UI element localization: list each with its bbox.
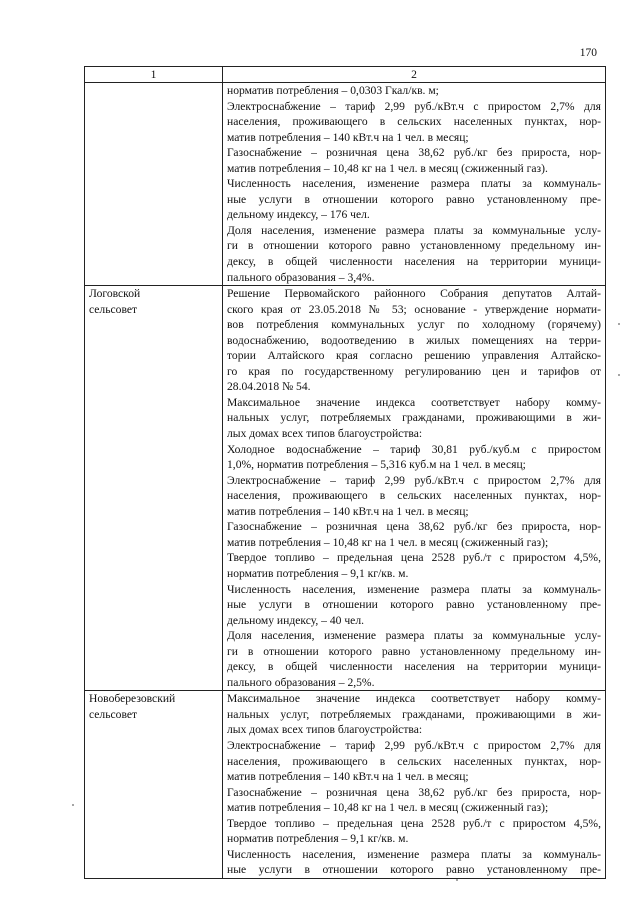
description-line: населения, проживающего в сельских населенных пунктах, нор- xyxy=(227,115,601,129)
description-line: Доля населения, изменение размера платы за коммунальные услу- xyxy=(227,223,601,237)
description-line: Численность населения, изменение размера платы за коммуналь- xyxy=(227,177,601,191)
description-line: Численность населения, изменение размера платы за коммуналь- xyxy=(227,847,601,861)
description-line: населения, проживающего в сельских населенных пунктах, нор- xyxy=(227,754,601,768)
table-row xyxy=(85,83,606,286)
scan-speck xyxy=(618,323,620,325)
column-header-2: 2 xyxy=(223,67,606,83)
description-line: норматив потребления – 0,0303 Гкал/кв. м; xyxy=(227,84,439,97)
description-line: дексу, в общей численности населения на территории муници- xyxy=(227,660,601,674)
description-cell xyxy=(223,691,606,879)
municipality-name-line: Новоберезовский xyxy=(89,692,176,706)
table-header-row xyxy=(85,67,606,83)
description-line: Твердое топливо – предельная цена 2528 руб./т с приростом 4,5%, xyxy=(227,816,601,830)
description-line: го края по государственному регулированию цен и тарифов от xyxy=(227,364,601,378)
page-number: 170 xyxy=(579,47,597,59)
description-line: Максимальное значение индекса соответствует набору комму- xyxy=(227,692,601,706)
description-line: дексу, в общей численности населения на территории муници- xyxy=(227,255,601,269)
description-line: лых домах всех типов благоустройства: xyxy=(227,427,423,441)
description-line: Газоснабжение – розничная цена 38,62 руб./кг без прироста, нор- xyxy=(227,520,601,534)
description-line: ные услуги в отношении которого равно установленному пре- xyxy=(227,598,601,612)
description-line: 28.04.2018 № 54. xyxy=(227,380,311,394)
description-line: ги в отношении которого равно установленному предельному ин- xyxy=(227,239,601,253)
description-line: Холодное водоснабжение – тариф 30,81 руб./куб.м с приростом xyxy=(227,442,601,456)
scan-speck xyxy=(618,374,620,376)
description-line: 1,0%, норматив потребления – 5,316 куб.м на 1 чел. в месяц; xyxy=(227,458,526,472)
description-line: норматив потребления – 9,1 кг/кв. м. xyxy=(227,832,409,846)
municipality-name-line: Логовской xyxy=(89,287,141,301)
scan-speck xyxy=(456,879,458,881)
description-line: тории Алтайского края согласно решению управления Алтайско- xyxy=(227,349,601,363)
description-line: дельному индексу, – 40 чел. xyxy=(227,613,365,627)
table-row xyxy=(85,691,606,879)
description-line: лых домах всех типов благоустройства: xyxy=(227,723,423,737)
description-line: нальных услуг, потребляемых гражданами, проживающими в жи- xyxy=(227,707,601,721)
description-line: ги в отношении которого равно установленному предельному ин- xyxy=(227,644,601,658)
description-line: Твердое топливо – предельная цена 2528 руб./т с приростом 4,5%, xyxy=(227,551,601,565)
description-line: водоснабжению, водоотведению в жилых помещениях на терри- xyxy=(227,333,601,347)
table-row xyxy=(85,286,606,691)
scan-speck xyxy=(72,804,74,806)
description-line: вов потребления коммунальных услуг по холодному (горячему) xyxy=(227,318,601,332)
description-line: пального образования – 3,4%. xyxy=(227,270,375,284)
description-line: Решение Первомайского районного Собрания депутатов Алтай- xyxy=(227,287,601,301)
description-line: Газоснабжение – розничная цена 38,62 руб./кг без прироста, нор- xyxy=(227,785,601,799)
description-line: Доля населения, изменение размера платы за коммунальные услу- xyxy=(227,629,601,643)
municipality-name-cell xyxy=(85,286,223,691)
description-line: Максимальное значение индекса соответствует набору комму- xyxy=(227,395,601,409)
description-line: Электроснабжение – тариф 2,99 руб./кВт.ч с приростом 2,7% для xyxy=(227,738,601,752)
description-cell xyxy=(223,286,606,691)
description-line: матив потребления – 140 кВт.ч на 1 чел. в месяц; xyxy=(227,770,469,784)
description-line: Электроснабжение – тариф 2,99 руб./кВт.ч с приростом 2,7% для xyxy=(227,99,601,113)
column-header-1: 1 xyxy=(85,67,223,83)
description-line: матив потребления – 10,48 кг на 1 чел. в месяц (сжиженный газ); xyxy=(227,535,549,549)
description-line: норматив потребления – 9,1 кг/кв. м. xyxy=(227,566,409,580)
municipality-name-line: сельсовет xyxy=(89,707,138,721)
description-cell xyxy=(223,83,606,286)
description-line: дельному индексу, – 176 чел. xyxy=(227,208,370,222)
description-line: Газоснабжение – розничная цена 38,62 руб./кг без прироста, нор- xyxy=(227,146,601,160)
description-line: Электроснабжение – тариф 2,99 руб./кВт.ч с приростом 2,7% для xyxy=(227,473,601,487)
description-line: ные услуги в отношении которого равно установленному пре- xyxy=(227,863,601,877)
description-line: ского края от 23.05.2018 № 53; основание - утверждение нормати- xyxy=(227,302,601,316)
description-line: Численность населения, изменение размера платы за коммуналь- xyxy=(227,582,601,596)
description-line: матив потребления – 10,48 кг на 1 чел. в месяц (сжиженный газ); xyxy=(227,801,549,815)
description-line: матив потребления – 140 кВт.ч на 1 чел. в месяц; xyxy=(227,130,469,144)
description-line: матив потребления – 140 кВт.ч на 1 чел. в месяц; xyxy=(227,504,469,518)
description-line: пального образования – 2,5%. xyxy=(227,675,375,689)
municipality-name-cell xyxy=(85,83,223,286)
municipality-name-cell xyxy=(85,691,223,879)
tariff-table xyxy=(84,66,606,879)
municipality-name-line: сельсовет xyxy=(89,302,138,316)
description-line: населения, проживающего в сельских населенных пунктах, нор- xyxy=(227,489,601,503)
description-line: ные услуги в отношении которого равно установленному пре- xyxy=(227,192,601,206)
description-line: матив потребления – 10,48 кг на 1 чел. в месяц (сжиженный газ). xyxy=(227,161,548,175)
description-line: нальных услуг, потребляемых гражданами, проживающими в жи- xyxy=(227,411,601,425)
table-body xyxy=(85,83,606,879)
